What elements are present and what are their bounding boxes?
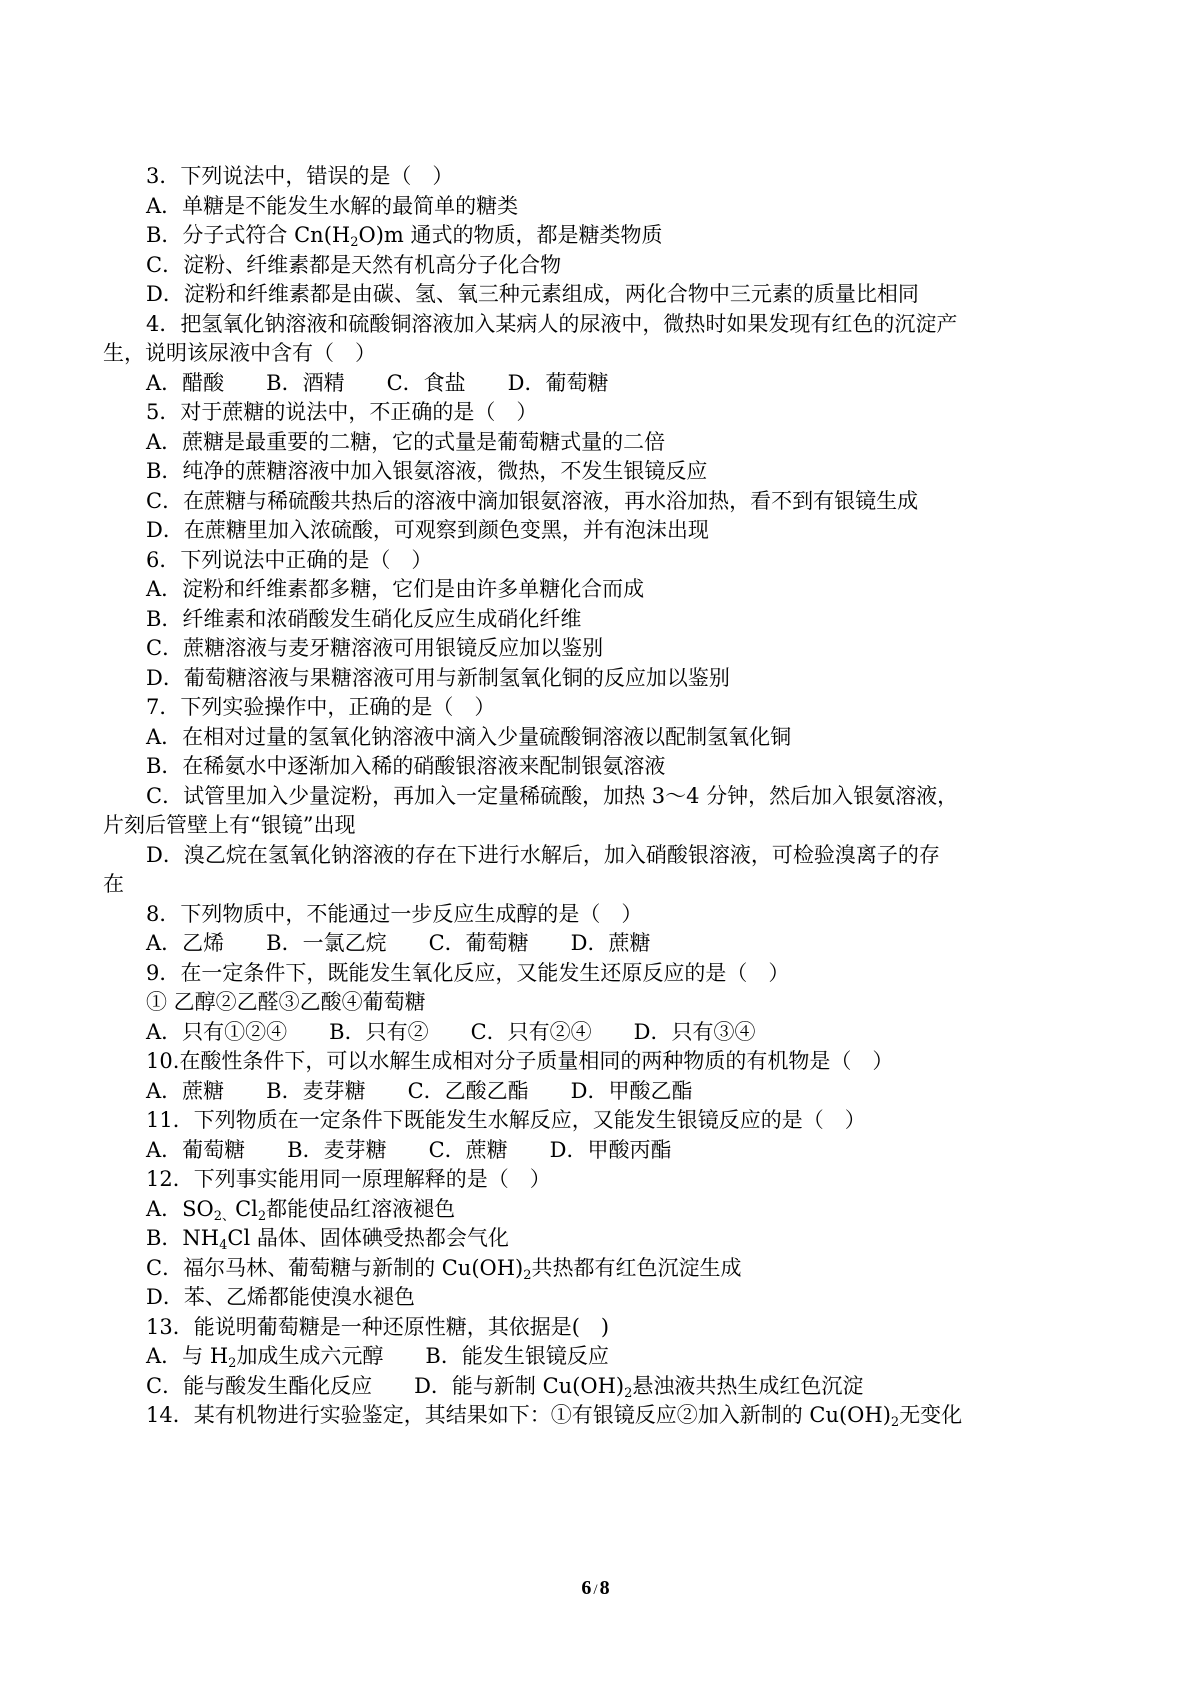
text-run: C．福尔马林、葡萄糖与新制的 Cu(OH) <box>146 1255 524 1280</box>
text-run: 5．对于蔗糖的说法中，不正确的是（ ） <box>146 400 538 424</box>
text-line <box>146 1075 693 1107</box>
text-run: Cl <box>235 1196 258 1221</box>
text-line <box>146 632 603 664</box>
text-run: A．只有①②④ B．只有② C．只有②④ D．只有③④ <box>146 1019 756 1044</box>
text-line <box>146 750 665 782</box>
text-line <box>146 455 707 487</box>
subscript: 2 <box>624 1385 633 1401</box>
text-run: 9．在一定条件下，既能发生氧化反应，又能发生还原反应的是（ ） <box>146 960 790 985</box>
text-line <box>146 1045 893 1077</box>
text-run: A．葡萄糖 B．麦芽糖 C．蔗糖 D．甲酸丙酯 <box>146 1137 672 1162</box>
text-line <box>146 603 581 635</box>
text-run: A．与 H <box>146 1344 229 1368</box>
text-line <box>146 278 919 310</box>
text-line <box>146 249 561 281</box>
text-line <box>103 337 376 369</box>
text-run: A．淀粉和纤维素都多糖，它们是由许多单糖化合而成 <box>146 577 645 601</box>
text-line <box>146 1104 866 1136</box>
text-line <box>146 426 665 458</box>
text-run: C．淀粉、纤维素都是天然有机高分子化合物 <box>146 252 562 277</box>
text-line <box>146 1252 742 1284</box>
text-run: A．SO <box>146 1196 214 1221</box>
subscript: 2 <box>523 1267 532 1283</box>
text-run: Cl 晶体、固体碘受热都会气化 <box>227 1226 509 1250</box>
text-line <box>146 1134 672 1166</box>
text-line <box>146 219 663 251</box>
text-run: A．单糖是不能发生水解的最简单的糖类 <box>146 193 519 218</box>
text-run: O)m 通式的物质，都是糖类物质 <box>358 223 663 247</box>
text-line <box>146 780 958 812</box>
text-run: A．乙烯 B．一氯乙烷 C．葡萄糖 D．蔗糖 <box>146 931 651 955</box>
text-line <box>146 1311 609 1343</box>
text-line <box>146 1222 509 1254</box>
text-line <box>146 957 789 989</box>
text-run: 在 <box>103 872 124 896</box>
text-run: C．试管里加入少量淀粉，再加入一定量稀硫酸，加热 3～4 分钟，然后加入银氨溶液， <box>146 783 959 808</box>
text-line <box>146 691 495 723</box>
text-line <box>146 1340 609 1372</box>
text-run: 片刻后管壁上有“银镜”出现 <box>103 813 356 837</box>
subscript: 4 <box>219 1238 228 1253</box>
text-line <box>146 485 918 517</box>
subscript: 2 <box>257 1208 267 1224</box>
text-run: 13．能说明葡萄糖是一种还原性糖，其依据是( ) <box>146 1314 610 1339</box>
page-number <box>0 1577 1191 1600</box>
page-current: 6 <box>581 1577 592 1599</box>
text-line <box>146 927 651 959</box>
text-line <box>146 1370 863 1402</box>
text-run: C．在蔗糖与稀硫酸共热后的溶液中滴加银氨溶液，再水浴加热，看不到有银镜生成 <box>146 488 919 513</box>
text-line <box>146 544 432 576</box>
text-line <box>146 1016 756 1048</box>
text-run: D．淀粉和纤维素都是由碳、氢、氧三种元素组成，两化合物中三元素的质量比相同 <box>146 282 919 306</box>
text-run: 都能使品红溶液褪色 <box>266 1196 456 1221</box>
text-run: 3．下列说法中，错误的是（ ） <box>146 164 454 188</box>
text-run: 10.在酸性条件下，可以水解生成相对分子质量相同的两种物质的有机物是（ ） <box>146 1049 894 1073</box>
text-line <box>146 396 537 428</box>
text-line <box>146 898 642 930</box>
text-run: 14．某有机物进行实验鉴定，其结果如下：①有银镜反应②加入新制的 Cu(OH) <box>146 1403 891 1427</box>
text-run: B．纯净的蔗糖溶液中加入银氨溶液，微热，不发生银镜反应 <box>146 459 708 483</box>
text-line <box>146 160 453 192</box>
subscript: 2、 <box>213 1208 236 1224</box>
text-line <box>146 190 518 222</box>
text-run: D．溴乙烷在氢氧化钠溶液的存在下进行水解后，加入硝酸银溶液，可检验溴离子的存 <box>146 842 940 867</box>
text-line <box>146 1193 455 1225</box>
text-run: 11．下列物质在一定条件下既能发生水解反应，又能发生银镜反应的是（ ） <box>146 1108 866 1132</box>
text-run: 4．把氢氧化钠溶液和硫酸铜溶液加入某病人的尿液中，微热时如果发现有红色的沉淀产 <box>146 311 958 336</box>
text-run: 无变化 <box>899 1403 963 1427</box>
text-run: 生，说明该尿液中含有（ ） <box>103 341 376 365</box>
text-line <box>146 721 791 753</box>
text-line <box>146 1281 415 1313</box>
text-line <box>146 839 940 871</box>
text-run: 6．下列说法中正确的是（ ） <box>146 547 433 572</box>
text-run: B．纤维素和浓硝酸发生硝化反应生成硝化纤维 <box>146 606 582 631</box>
text-line <box>103 868 124 900</box>
text-run: ① 乙醇②乙醛③乙酸④葡萄糖 <box>146 990 426 1014</box>
text-run: 共热都有红色沉淀生成 <box>531 1255 742 1280</box>
page-separator: / <box>593 1582 598 1598</box>
page-total: 8 <box>599 1577 610 1599</box>
text-line <box>146 986 426 1018</box>
text-run: B．在稀氨水中逐渐加入稀的硝酸银溶液来配制银氨溶液 <box>146 754 666 778</box>
text-run: A．醋酸 B．酒精 C．食盐 D．葡萄糖 <box>146 370 609 395</box>
text-run: A．在相对过量的氢氧化钠溶液中滴入少量硫酸铜溶液以配制氢氧化铜 <box>146 724 792 749</box>
text-line <box>103 809 355 841</box>
text-run: C．能与酸发生酯化反应 D．能与新制 Cu(OH) <box>146 1373 625 1398</box>
text-run: D．葡萄糖溶液与果糖溶液可用与新制氢氧化铜的反应加以鉴别 <box>146 665 730 690</box>
text-run: 12．下列事实能用同一原理解释的是（ ） <box>146 1167 551 1191</box>
text-run: C．蔗糖溶液与麦牙糖溶液可用银镜反应加以鉴别 <box>146 636 604 660</box>
text-line <box>146 1163 551 1195</box>
text-run: A．蔗糖是最重要的二糖，它的式量是葡萄糖式量的二倍 <box>146 429 666 454</box>
subscript: 2 <box>890 1415 900 1430</box>
subscript: 2 <box>350 235 359 250</box>
text-run: B．NH <box>146 1226 220 1250</box>
text-run: D．苯、乙烯都能使溴水褪色 <box>146 1285 415 1309</box>
text-line <box>146 308 957 340</box>
text-line <box>146 1399 962 1431</box>
text-run: D．在蔗糖里加入浓硫酸，可观察到颜色变黑，并有泡沫出现 <box>146 518 709 542</box>
text-run: 悬浊液共热生成红色沉淀 <box>632 1373 864 1398</box>
text-line <box>146 514 709 546</box>
text-run: A．蔗糖 B．麦芽糖 C．乙酸乙酯 D．甲酸乙酯 <box>146 1078 693 1103</box>
text-line <box>146 573 644 605</box>
text-run: 8．下列物质中，不能通过一步反应生成醇的是（ ） <box>146 901 643 926</box>
subscript: 2 <box>228 1356 237 1371</box>
text-line <box>146 662 730 694</box>
text-run: 加成生成六元醇 B．能发生银镜反应 <box>236 1344 609 1368</box>
text-run: B．分子式符合 Cn(H <box>146 223 351 247</box>
text-line <box>146 367 609 399</box>
text-run: 7．下列实验操作中，正确的是（ ） <box>146 695 496 719</box>
